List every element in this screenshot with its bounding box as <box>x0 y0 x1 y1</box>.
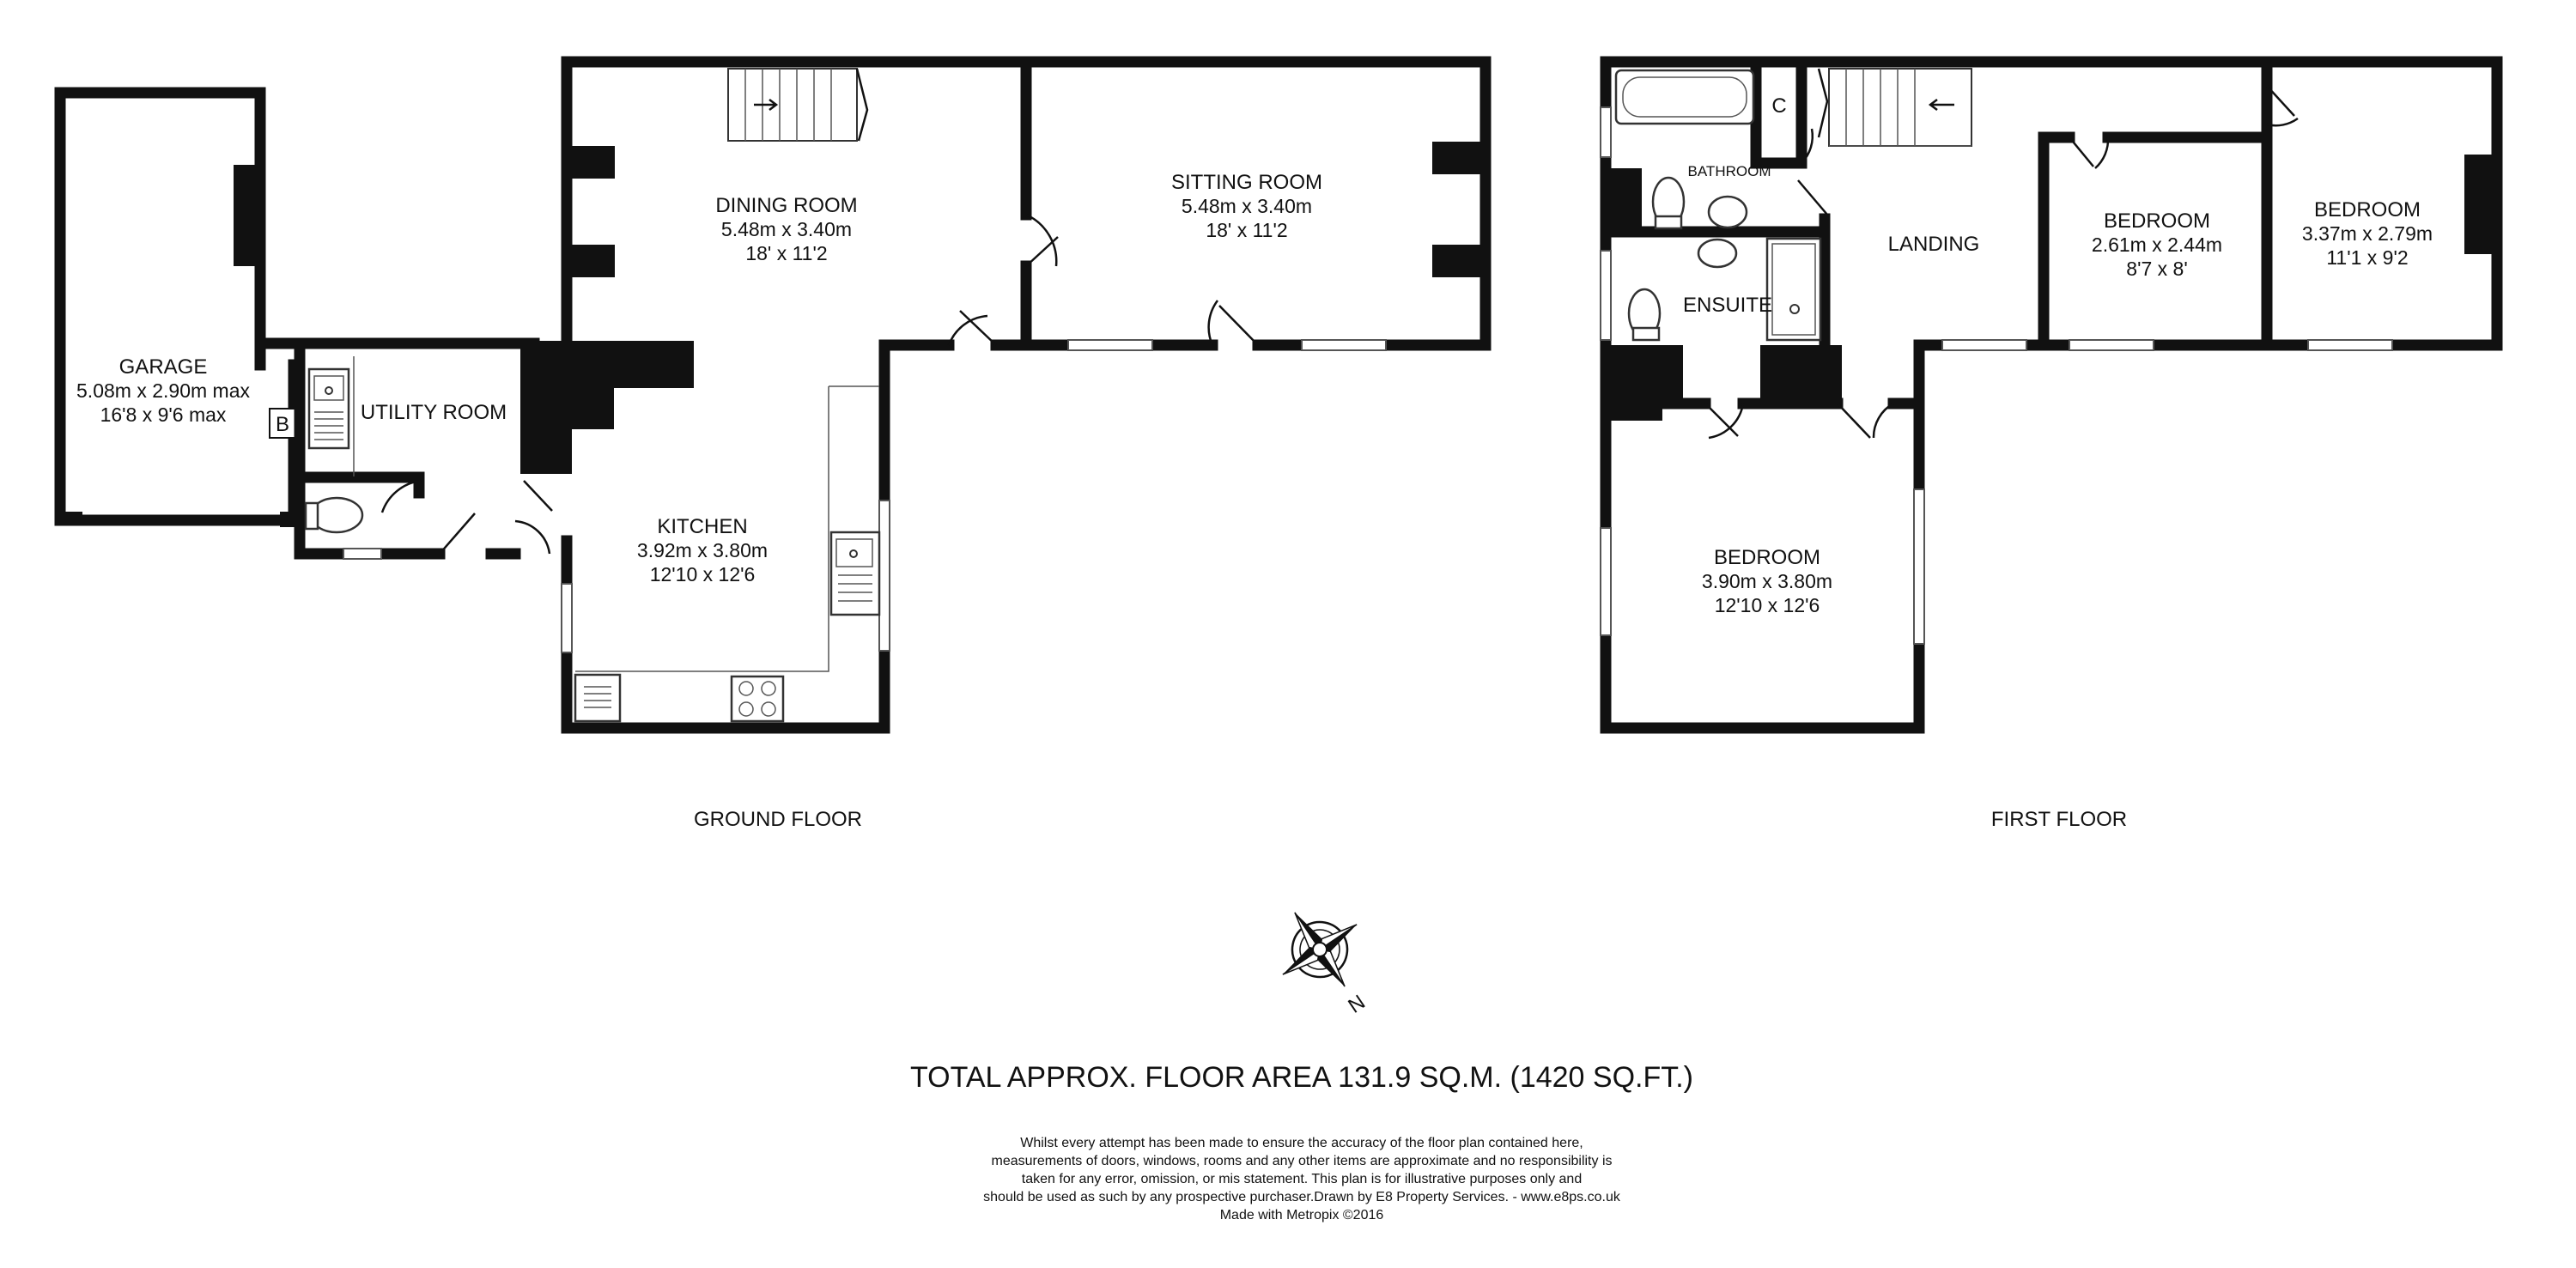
disclaimer-line: should be used as such by any prospective purchaser.Drawn by E8 Property Services. - www.e8ps.co.uk <box>983 1190 1620 1204</box>
utility-name: UTILITY ROOM <box>360 401 507 424</box>
dining-imperial: 18' x 11'2 <box>745 242 828 264</box>
garage-name: GARAGE <box>118 355 208 379</box>
ensuite-shower <box>1767 239 1820 340</box>
first-floor-label: FIRST FLOOR <box>1990 808 2128 831</box>
disclaimer-line: Made with Metropix ©2016 <box>1219 1208 1384 1222</box>
bedroom-right-metric: 3.37m x 2.79m <box>2301 222 2433 245</box>
total-floor-area: TOTAL APPROX. FLOOR AREA 131.9 SQ.M. (1420 SQ.FT.) <box>909 1061 1694 1094</box>
garage-metric: 5.08m x 2.90m max <box>76 379 250 402</box>
ensuite-name: ENSUITE <box>1682 294 1773 317</box>
sitting-metric: 5.48m x 3.40m <box>1181 195 1313 217</box>
bedroom-right-name: BEDROOM <box>2313 198 2421 221</box>
utility-room <box>260 343 552 559</box>
sitting-imperial: 18' x 11'2 <box>1206 219 1288 241</box>
bedroom-main-metric: 3.90m x 3.80m <box>1701 570 1833 592</box>
kitchen-hob <box>732 676 783 721</box>
garage-chimney-breast <box>234 165 263 266</box>
ground-staircase <box>728 69 857 141</box>
kitchen-imperial: 12'10 x 12'6 <box>649 563 756 585</box>
kitchen-name: KITCHEN <box>657 515 748 538</box>
ensuite-basin <box>1698 240 1736 267</box>
bedroom-main-imperial: 12'10 x 12'6 <box>1714 594 1820 616</box>
compass-north-letter: N <box>1343 989 1369 1017</box>
compass-rose-icon <box>1258 888 1400 1038</box>
bedroom-small-metric: 2.61m x 2.44m <box>2091 234 2223 256</box>
boiler-label: B <box>275 413 290 436</box>
first-staircase <box>1829 69 1971 146</box>
dining-sitting-kitchen <box>520 62 1485 728</box>
sitting-name: SITTING ROOM <box>1171 171 1322 194</box>
utility-sink <box>309 369 349 448</box>
ground-floor-label: GROUND FLOOR <box>693 808 863 831</box>
bath <box>1616 70 1753 124</box>
garage-imperial: 16'8 x 9'6 max <box>100 403 227 426</box>
kitchen-chimney-breast <box>520 341 694 474</box>
bedroom-small-name: BEDROOM <box>2103 209 2211 233</box>
bedroom-small-imperial: 8'7 x 8' <box>2126 258 2188 280</box>
bathroom-name: BATHROOM <box>1687 163 1771 179</box>
kitchen-oven <box>575 675 620 721</box>
disclaimer-line: Whilst every attempt has been made to ensure the accuracy of the floor plan contained here, <box>1020 1136 1583 1150</box>
disclaimer-line: measurements of doors, windows, rooms and any other items are approximate and no responsibility is <box>991 1154 1613 1168</box>
dining-name: DINING ROOM <box>715 194 858 217</box>
cupboard-name: C <box>1771 94 1787 118</box>
garage <box>55 93 304 527</box>
disclaimer-line: taken for any error, omission, or mis statement. This plan is for illustrative purposes only and <box>1021 1172 1583 1186</box>
bedroom-right-imperial: 11'1 x 9'2 <box>2326 246 2409 269</box>
landing-name: LANDING <box>1887 233 1980 256</box>
ground-floor-plan <box>55 62 1485 831</box>
dining-metric: 5.48m x 3.40m <box>720 218 853 240</box>
disclaimer <box>983 1136 1621 1222</box>
kitchen-metric: 3.92m x 3.80m <box>636 539 769 561</box>
bathroom-basin <box>1709 197 1747 228</box>
first-floor-plan <box>1601 62 2497 831</box>
bedroom-main-name: BEDROOM <box>1713 546 1821 569</box>
